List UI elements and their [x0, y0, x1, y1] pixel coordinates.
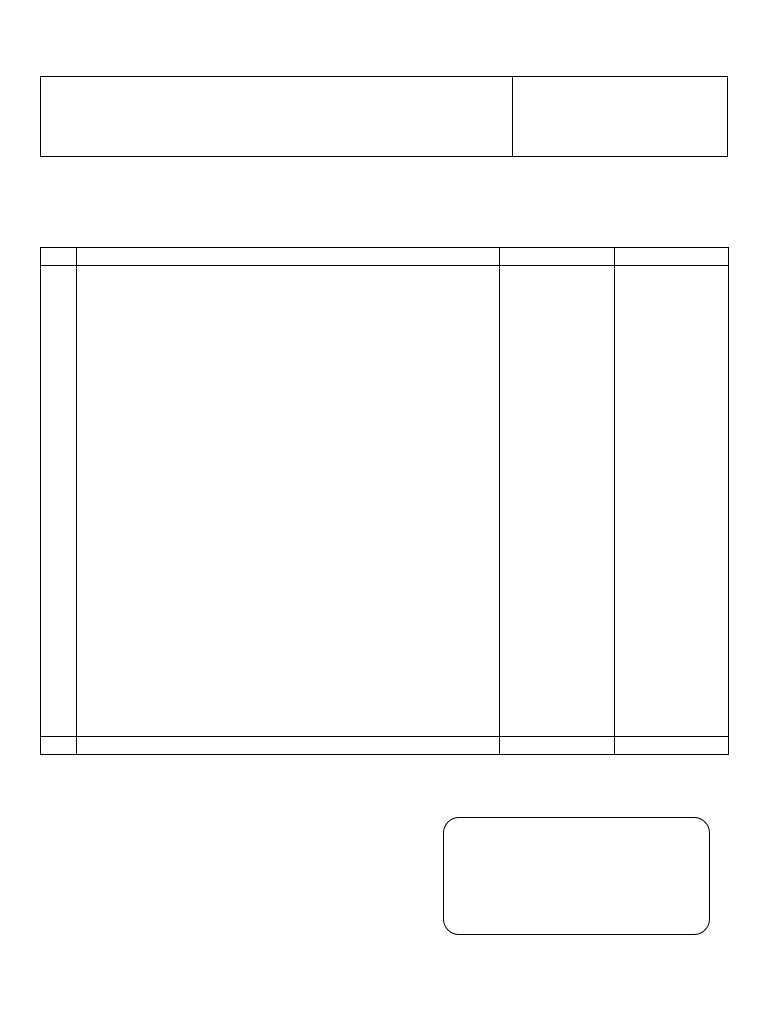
document-header — [40, 76, 728, 157]
col-divider — [76, 248, 77, 754]
col-divider — [614, 248, 615, 754]
col-divider — [499, 248, 500, 754]
header-divider — [41, 265, 728, 266]
total-divider — [41, 736, 728, 737]
company-cell — [41, 77, 513, 156]
score-rating-box — [443, 817, 710, 935]
assessment-table — [40, 247, 729, 755]
